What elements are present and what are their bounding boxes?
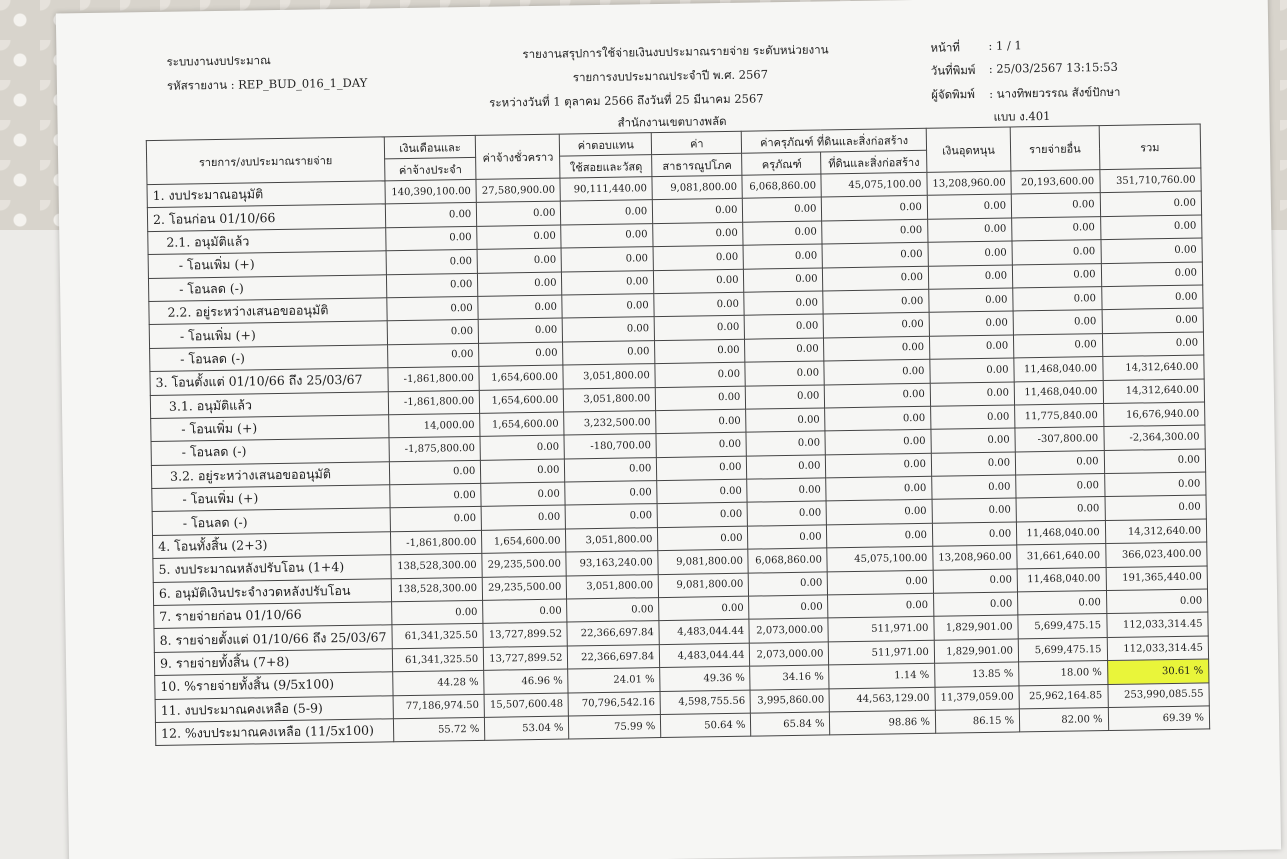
cell-value: 0.00 [746,431,825,456]
row-label: 5. งบประมาณหลังปรับโอน (1+4) [153,555,391,582]
col-salary-line1: เงินเดือนและ [384,135,476,158]
cell-value: 1,829,901.00 [934,639,1019,664]
col-land-construction: ที่ดินและสิ่งก่อสร้าง [821,150,927,174]
print-date-value: : 25/03/2567 13:15:53 [988,59,1118,76]
cell-value: 0.00 [565,481,657,506]
cell-value: -2,364,300.00 [1104,425,1206,450]
cell-value: 3,051,800.00 [567,574,659,599]
cell-value: 0.00 [749,595,828,620]
cell-value: 61,341,325.50 [392,624,484,649]
cell-value: 0.00 [826,476,932,501]
cell-value: 0.00 [657,503,748,528]
cell-value: 0.00 [930,381,1015,406]
cell-value: 0.00 [822,196,928,221]
cell-value: 14,312,640.00 [1102,355,1204,380]
cell-value: 1,654,600.00 [479,365,564,390]
cell-value: 0.00 [655,339,746,364]
cell-value: 366,023,400.00 [1105,542,1207,567]
printer-label: ผู้จัดพิมพ์ [931,87,975,102]
cell-value: 0.00 [747,455,826,480]
cell-value: 0.00 [565,457,657,482]
cell-value: 511,971.00 [829,640,935,665]
cell-value: 0.00 [654,292,745,317]
row-label: 3.2. อยู่ระหว่างเสนอขออนุมัติ [151,461,389,488]
cell-value: 0.00 [480,435,565,460]
cell-value: 53.04 % [485,716,570,741]
row-label: - โอนลด (-) [148,274,386,301]
cell-value: 14,312,640.00 [1105,519,1207,544]
col-equipment-group: ค่าครุภัณฑ์ ที่ดินและสิ่งก่อสร้าง [742,128,927,153]
cell-value: 0.00 [744,268,823,293]
cell-value: 0.00 [822,219,928,244]
cell-value: 22,366,697.84 [568,644,660,669]
cell-value: 0.00 [1102,308,1204,333]
cell-value: 0.00 [389,460,481,485]
row-label: 2.2. อยู่ระหว่างเสนอขออนุมัติ [149,298,387,325]
cell-value: 3,051,800.00 [563,364,655,389]
col-utilities-line1: ค่า [652,131,743,154]
cell-value: 27,580,900.00 [476,178,561,203]
cell-value: 0.00 [477,225,562,250]
page-value: : 1 / 1 [988,38,1022,53]
cell-value: 0.00 [928,218,1013,243]
cell-value: 0.00 [929,335,1014,360]
row-label: 10. %รายจ่ายทั้งสิ้น (9/5x100) [155,672,393,699]
cell-value: 0.00 [929,311,1014,336]
cell-value: 0.00 [749,572,828,597]
cell-value: 4,483,044.44 [660,643,751,668]
cell-value: 0.00 [386,250,478,275]
cell-value: 0.00 [567,598,659,623]
cell-value: 0.00 [653,222,744,247]
cell-value: 0.00 [1013,287,1102,312]
cell-value: 0.00 [828,570,934,595]
system-name: ระบบงานงบประมาณ [166,53,271,69]
cell-value: 18.00 % [1019,661,1108,686]
cell-value: 49.36 % [660,666,751,691]
cell-value: 24.01 % [568,668,660,693]
cell-value: 0.00 [655,362,746,387]
cell-value: 0.00 [932,522,1017,547]
row-label: 7. รายจ่ายก่อน 01/10/66 [154,602,392,629]
cell-value: 13,727,899.52 [484,646,569,671]
cell-value: 0.00 [745,361,824,386]
cell-value: 0.00 [1016,474,1105,499]
cell-value: 2,073,000.00 [750,642,829,667]
cell-value: 0.00 [746,384,825,409]
cell-value: 0.00 [1013,310,1102,335]
cell-value: 61,341,325.50 [392,647,484,672]
cell-value: 0.00 [653,245,744,270]
cell-value: 3,995,860.00 [750,688,829,713]
cell-value: 1,654,600.00 [480,389,565,414]
cell-value: 93,163,240.00 [566,551,658,576]
cell-value: 11,468,040.00 [1014,357,1103,382]
cell-value: 0.00 [654,269,745,294]
cell-value: 1,654,600.00 [480,412,565,437]
form-code: แบบ ง.401 [993,108,1051,124]
cell-value: 15,507,600.48 [484,693,569,718]
cell-value: 0.00 [391,600,483,625]
cell-value: 0.00 [1101,262,1203,287]
cell-value: 11,468,040.00 [1016,520,1105,545]
cell-value: 0.00 [1101,285,1203,310]
cell-value: 0.00 [481,459,566,484]
cell-value: 0.00 [561,223,653,248]
cell-value: 0.00 [745,338,824,363]
cell-value: 3,232,500.00 [564,411,656,436]
cell-value: -180,700.00 [564,434,656,459]
cell-value: 0.00 [930,358,1015,383]
cell-value: 0.00 [1102,332,1204,357]
cell-value: 0.00 [933,592,1018,617]
cell-value: 0.00 [561,247,653,272]
cell-value: 0.00 [566,504,658,529]
cell-value: 0.00 [743,244,822,269]
cell-value: 0.00 [656,386,747,411]
col-temp-wage: ค่าจ้างชั่วคราว [476,134,561,179]
cell-value: 16,676,940.00 [1103,402,1205,427]
report-period: ระหว่างวันที่ 1 ตุลาคม 2566 ถึงวันที่ 25 มีนาคม 2567 [489,91,764,110]
row-label: - โอนลด (-) [152,508,390,535]
row-label: - โอนเพิ่ม (+) [149,321,387,348]
cell-value: 0.00 [481,482,566,507]
row-label: 2. โอนก่อน 01/10/66 [147,204,385,231]
cell-value: 0.00 [659,596,750,621]
cell-value: 69.39 % [1108,706,1210,731]
cell-value: 0.00 [1105,495,1207,520]
cell-value: 4,483,044.44 [659,620,750,645]
cell-value: 0.00 [481,505,566,530]
row-label: 8. รายจ่ายตั้งแต่ 01/10/66 ถึง 25/03/67 [154,625,392,652]
row-label: - โอนลด (-) [150,345,388,372]
cell-value: 0.00 [1104,472,1206,497]
cell-value: 140,390,100.00 [385,179,477,204]
cell-value: 46.96 % [484,669,569,694]
cell-value: 13.85 % [935,662,1020,687]
row-label: 1. งบประมาณอนุมัติ [147,181,385,208]
cell-value: 0.00 [746,408,825,433]
cell-value: 6,068,860.00 [742,174,821,199]
cell-value: 3,051,800.00 [564,387,656,412]
print-date-label: วันที่พิมพ์ [930,63,976,78]
cell-value: 3,051,800.00 [566,527,658,552]
cell-value: 0.00 [825,383,931,408]
cell-value: 0.00 [387,320,479,345]
cell-value: 0.00 [1104,449,1206,474]
cell-value: 0.00 [387,343,479,368]
report-subtitle: รายการงบประมาณประจำปี พ.ศ. 2567 [572,67,769,85]
report-title: รายงานสรุปการใช้จ่ายเงินงบประมาณรายจ่าย ระดับหน่วยงาน [522,42,829,62]
cell-value: 0.00 [390,507,482,532]
cell-value: 0.00 [657,456,748,481]
cell-value: 511,971.00 [828,617,934,642]
cell-value: 0.00 [930,405,1015,430]
cell-value: 1,654,600.00 [482,529,567,554]
highlighted-percent: 30.61 % [1161,665,1204,678]
cell-value: 0.00 [653,199,744,224]
cell-value: 0.00 [1018,591,1107,616]
cell-value: 98.86 % [830,710,936,735]
cell-value: 11,775,840.00 [1015,403,1104,428]
cell-value: 0.00 [386,273,478,298]
cell-value: 25,962,164.85 [1019,684,1108,709]
col-other-expense: รายจ่ายอื่น [1010,126,1099,171]
cell-value: 0.00 [748,501,827,526]
cell-value: 55.72 % [393,717,485,742]
cell-value: 0.00 [658,526,749,551]
row-label: 12. %งบประมาณคงเหลือ (11/5x100) [155,719,393,746]
cell-value: 44,563,129.00 [829,687,935,712]
cell-value: 112,033,314.45 [1106,612,1208,637]
cell-value: 11,379,059.00 [935,686,1020,711]
cell-value: 0.00 [477,248,562,273]
row-label: - โอนเพิ่ม (+) [151,415,389,442]
cell-value: 351,710,760.00 [1099,168,1201,193]
cell-value: 0.00 [822,242,928,267]
cell-value: 1,829,901.00 [934,615,1019,640]
cell-value: 0.00 [1100,215,1202,240]
row-label: - โอนเพิ่ม (+) [152,485,390,512]
cell-value: 0.00 [1012,216,1101,241]
report-code: รหัสรายงาน : REP_BUD_016_1_DAY [166,75,368,93]
cell-value: 5,699,475.15 [1018,637,1107,662]
cell-value: 0.00 [825,430,931,455]
cell-value: 82.00 % [1019,708,1108,733]
col-item: รายการ/งบประมาณรายจ่าย [146,137,385,185]
cell-value: 112,033,314.45 [1107,636,1209,661]
cell-value: 0.00 [1015,450,1104,475]
col-utilities-line2: สาธารณูปโภค [652,153,743,176]
cell-value: 0.00 [928,241,1013,266]
cell-value: 0.00 [1016,497,1105,522]
col-compensation-line2: ใช้สอยและวัสดุ [560,155,652,178]
cell-value: 0.00 [743,221,822,246]
cell-value: 50.64 % [661,713,752,738]
cell-value: 0.00 [483,599,568,624]
cell-value: 9,081,800.00 [658,549,749,574]
cell-value: 138,528,300.00 [391,554,483,579]
cell-value: 0.00 [562,270,654,295]
cell-value: 9,081,800.00 [658,573,749,598]
cell-value: 14,000.00 [389,413,481,438]
cell-value: -307,800.00 [1015,427,1104,452]
cell-value: 31,661,640.00 [1017,544,1106,569]
cell-value: 9,081,800.00 [652,175,743,200]
row-label: - โอนลด (-) [151,438,389,465]
cell-value: -1,861,800.00 [388,390,480,415]
cell-value: 0.00 [927,194,1012,219]
cell-value: 4,598,755.56 [660,690,751,715]
cell-value: 11,468,040.00 [1014,380,1103,405]
cell-value: -1,875,800.00 [389,437,481,462]
table-body [147,168,1210,746]
report-paper [56,0,1281,859]
cell-value: 13,208,960.00 [933,545,1018,570]
cell-value: 90,111,440.00 [560,177,652,202]
cell-value: 0.00 [562,294,654,319]
cell-value: 0.00 [386,226,478,251]
cell-value: -1,861,800.00 [390,530,482,555]
cell-value: 0.00 [563,340,655,365]
cell-value: 0.00 [385,203,477,228]
row-label: 9. รายจ่ายทั้งสิ้น (7+8) [154,649,392,676]
cell-value: 0.00 [827,523,933,548]
cell-value: 0.00 [478,295,563,320]
cell-value: 191,365,440.00 [1106,566,1208,591]
cell-value: 0.00 [561,200,653,225]
cell-value: 0.00 [824,359,930,384]
cell-value: 0.00 [479,342,564,367]
cell-value: 2,073,000.00 [749,618,828,643]
cell-value: 5,699,475.15 [1018,614,1107,639]
row-label: 3.1. อนุมัติแล้ว [150,391,388,418]
cell-value: 0.00 [1012,240,1101,265]
row-label: 11. งบประมาณคงเหลือ (5-9) [155,695,393,722]
cell-value: 1.14 % [829,663,935,688]
row-label: 6. อนุมัติเงินประจำงวดหลังปรับโอน [153,578,391,605]
col-total: รวม [1099,124,1201,170]
cell-value: 20,193,600.00 [1011,170,1100,195]
cell-value: 0.00 [745,314,824,339]
cell-value: 13,727,899.52 [483,622,568,647]
cell-value: 75.99 % [569,715,661,740]
cell-value: 0.00 [390,483,482,508]
cell-value: 0.00 [931,428,1016,453]
cell-value: 0.00 [824,336,930,361]
cell-value: 77,186,974.50 [393,694,485,719]
cell-value: 86.15 % [935,709,1020,734]
cell-value: 70,796,542.16 [568,691,660,716]
col-subsidy: เงินอุดหนุน [926,127,1011,172]
cell-value: 0.00 [748,525,827,550]
cell-value: 65.84 % [751,712,830,737]
cell-value: 138,528,300.00 [391,577,483,602]
cell-value: 0.00 [1100,191,1202,216]
cell-value: 0.00 [932,475,1017,500]
cell-value: 0.00 [828,593,934,618]
cell-value: 0.00 [1106,589,1208,614]
cell-value [1107,659,1209,684]
row-label: 4. โอนทั้งสิ้น (2+3) [153,532,391,559]
row-label: - โอนเพิ่ม (+) [148,251,386,278]
cell-value: 14,312,640.00 [1103,378,1205,403]
cell-value: 0.00 [929,288,1014,313]
cell-value: 0.00 [825,406,931,431]
printer-value: : นางทิพยวรรณ สังข์ปักษา [989,84,1121,101]
cell-value: 6,068,860.00 [748,548,827,573]
cell-value: 0.00 [654,316,745,341]
cell-value: 0.00 [826,453,932,478]
cell-value: 0.00 [931,452,1016,477]
cell-value: 0.00 [478,318,563,343]
col-compensation-line1: ค่าตอบแทน [560,133,652,156]
cell-value: 0.00 [932,498,1017,523]
cell-value: 0.00 [744,291,823,316]
cell-value: 0.00 [1012,263,1101,288]
cell-value: 0.00 [657,479,748,504]
budget-summary-table [146,124,1210,747]
col-salary-line2: ค่าจ้างประจำ [385,157,477,180]
cell-value: 0.00 [387,296,479,321]
cell-value: 0.00 [1011,193,1100,218]
cell-value: 0.00 [563,317,655,342]
cell-value: 0.00 [656,409,747,434]
cell-value: 29,235,500.00 [482,576,567,601]
cell-value: 0.00 [747,478,826,503]
cell-value: 0.00 [823,289,929,314]
cell-value: 0.00 [933,569,1018,594]
cell-value: 0.00 [656,432,747,457]
cell-value: 11,468,040.00 [1017,567,1106,592]
cell-value: 0.00 [1014,333,1103,358]
cell-value: 0.00 [478,272,563,297]
cell-value: 0.00 [827,500,933,525]
cell-value: 45,075,100.00 [827,547,933,572]
page-label: หน้าที่ [930,40,961,55]
row-label: 3. โอนตั้งแต่ 01/10/66 ถึง 25/03/67 [150,368,388,395]
cell-value: 13,208,960.00 [927,171,1012,196]
row-label: 2.1. อนุมัติแล้ว [148,228,386,255]
cell-value: 0.00 [928,265,1013,290]
cell-value: 44.28 % [393,671,485,696]
agency-name: สำนักงานเขตบางพลัด [617,113,727,130]
cell-value: -1,861,800.00 [388,366,480,391]
col-equipment: ครุภัณฑ์ [742,152,821,175]
cell-value: 22,366,697.84 [567,621,659,646]
cell-value: 45,075,100.00 [821,172,927,197]
cell-value: 29,235,500.00 [482,552,567,577]
cell-value: 0.00 [823,266,929,291]
cell-value: 0.00 [824,313,930,338]
cell-value: 253,990,085.55 [1108,683,1210,708]
cell-value: 34.16 % [750,665,829,690]
cell-value: 0.00 [743,197,822,222]
cell-value: 0.00 [1101,238,1203,263]
cell-value: 0.00 [477,201,562,226]
